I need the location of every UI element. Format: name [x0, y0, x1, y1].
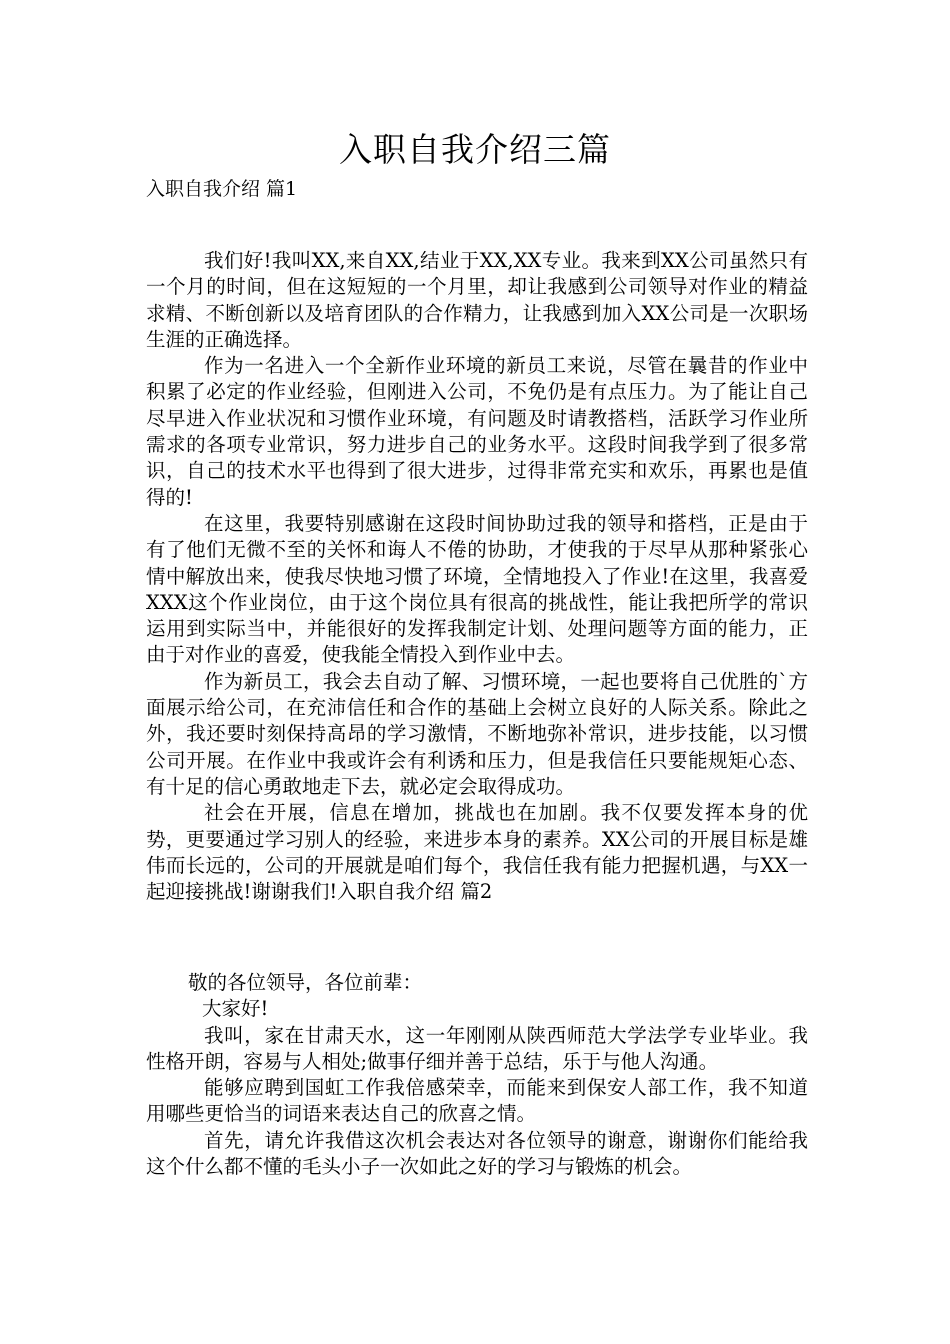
- section-2-paragraph: 能够应聘到国虹工作我倍感荣幸，而能来到保安人部工作，我不知道用哪些更恰当的词语来表达自己的欣喜之情。: [146, 1076, 808, 1126]
- section-2-paragraph: 首先，请允许我借这次机会表达对各位领导的谢意，谢谢你们能给我这个什么都不懂的毛头小子一次如此之好的学习与锻炼的机会。: [146, 1128, 808, 1179]
- section-1-body: [146, 248, 808, 905]
- section-2-salutation: 敬的各位领导，各位前辈：: [188, 971, 423, 994]
- section-2-greeting: 大家好!: [202, 997, 269, 1021]
- section-1-paragraph: 我们好!我叫XX,来自XX,结业于XX,XX专业。我来到XX公司虽然只有一个月的时间，但在这短短的一个月里，却让我感到公司领导对作业的精益求精、不断创新以及培育团队的合作精力，让我感到加入XX公司是一次职场生涯的正确选择。: [146, 249, 808, 351]
- section-2-paragraph: 我叫，家在甘肃天水，这一年刚刚从陕西师范大学法学专业毕业。我性格开朗，容易与人相处;做事仔细并善于总结，乐于与他人沟通。: [146, 1023, 808, 1073]
- section-2-body: [146, 970, 808, 1180]
- section-1-heading: 入职自我介绍 篇1: [146, 178, 298, 200]
- section-1-paragraph: 作为新员工，我会去自动了解、习惯环境，一起也要将自己优胜的`方面展示给公司，在充沛信任和合作的基础上会树立良好的人际关系。除此之外，我还要时刻保持高昂的学习激情，不断地弥补常识，进步技能，以习惯公司开展。在作业中我或许会有利诱和压力，但是我信任只要能规矩心态、有十足的信心勇敢地走下去，就必定会取得成功。: [146, 669, 808, 798]
- section-1-paragraph: 作为一名进入一个全新作业环境的新员工来说，尽管在曩昔的作业中积累了必定的作业经验，但刚进入公司，不免仍是有点压力。为了能让自己尽早进入作业状况和习惯作业环境，有问题及时请教搭档，活跃学习作业所需求的各项专业常识，努力进步自己的业务水平。这段时间我学到了很多常识，自己的技术水平也得到了很大进步，过得非常充实和欢乐，再累也是值得的!: [146, 354, 808, 509]
- section-1-paragraph: 社会在开展，信息在增加，挑战也在加剧。我不仅要发挥本身的优势，更要通过学习别人的经验，来进步本身的素养。XX公司的开展目标是雄伟而长远的，公司的开展就是咱们每个，我信任我有能力把握机遇，与XX一起迎接挑战!谢谢我们!入职自我介绍 篇2: [146, 801, 808, 904]
- document-title: 入职自我介绍三篇: [339, 130, 611, 169]
- section-1-paragraph: 在这里，我要特别感谢在这段时间协助过我的领导和搭档，正是由于有了他们无微不至的关怀和诲人不倦的协助，才使我的于尽早从那种紧张心情中解放出来，使我尽快地习惯了环境，全情地投入了作业!在这里，我喜爱XXX这个作业岗位，由于这个岗位具有很高的挑战性，能让我把所学的常识运用到实际当中，并能很好的发挥我制定计划、处理问题等方面的能力，正由于对作业的喜爱，使我能全情投入到作业中去。: [146, 511, 808, 667]
